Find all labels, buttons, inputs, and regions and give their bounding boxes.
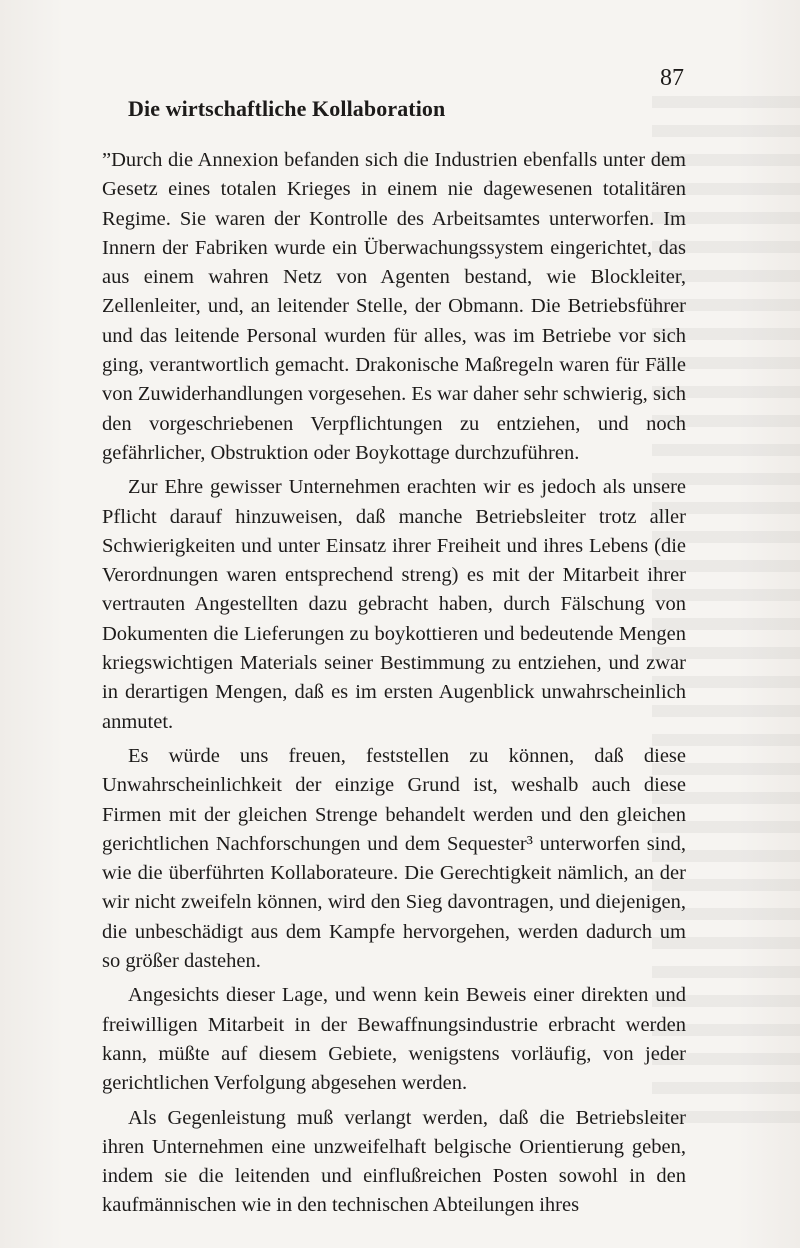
- page-number: 87: [660, 65, 684, 91]
- paragraph: Als Gegenleistung muß verlangt werden, daß die Betriebsleiter ihren Unternehmen eine unzweifelhaft belgische Orientierung geben, indem sie die leitenden und einflußreichen Posten sowohl in den kaufmännischen wie in den technischen Abteilungen ihres: [102, 1106, 686, 1217]
- paragraph: Zur Ehre gewisser Unternehmen erachten wir es jedoch als unsere Pflicht darauf hinzuweisen, daß manche Betriebsleiter trotz aller Schwierigkeiten und unter Einsatz ihrer Freiheit und ihres Lebens (die Verordnungen waren entsprechend streng) es mit der Mitarbeit ihrer vertrauten Angestellten dazu gebracht haben, durch Fälschung von Dokumenten die Lieferungen zu boykottieren und bedeutende Mengen kriegswichtigen Materials seiner Bestimmung zu entziehen, und zwar in derartigen Mengen, daß es im ersten Augenblick unwahrscheinlich anmutet.: [102, 476, 686, 733]
- section-heading: Die wirtschaftliche Kollaboration: [128, 96, 446, 121]
- paragraph: ”Durch die Annexion befanden sich die Industrien ebenfalls unter dem Gesetz eines totalen Krieges in einem nie dagewesenen totalitären Regime. Sie waren der Kontrolle des Arbeitsamtes unterworfen. Im Innern der Fabriken wurde ein Überwachungssystem eingerichtet, das aus einem wahren Netz von Agenten bestand, wie Blockleiter, Zellenleiter, und, an leitender Stelle, der Obmann. Die Betriebsführer und das leitende Personal wurden für alles, was im Betriebe vor sich ging, verantwortlich gemacht. Drakonische Maßregeln waren für Fälle von Zuwiderhandlungen vorgesehen. Es war daher sehr schwierig, sich den vorgeschriebenen Verpflichtungen zu entziehen, und noch gefährlicher, Obstruktion oder Boykottage durchzuführen.: [102, 149, 686, 464]
- paragraph: Angesichts dieser Lage, und wenn kein Beweis einer direkten und freiwilligen Mitarbeit in der Bewaffnungsindustrie erbracht werden kann, müßte auf diesem Gebiete, wenigstens vorläufig, von jeder gerichtlichen Verfolgung abgesehen werden.: [102, 984, 686, 1095]
- body-text: [102, 146, 686, 1226]
- paragraph: Es würde uns freuen, feststellen zu können, daß diese Unwahrscheinlichkeit der einzige Grund ist, weshalb auch diese Firmen mit der gleichen Strenge behandelt werden und den gleichen gerichtlichen Nachforschungen und dem Sequester³ unterworfen sind, wie die überführten Kollaborateure. Die Gerechtigkeit nämlich, an der wir nicht zweifeln können, wird den Sieg davontragen, und diejenigen, die unbeschädigt aus dem Kampfe hervorgehen, werden dadurch um so größer dastehen.: [102, 744, 686, 973]
